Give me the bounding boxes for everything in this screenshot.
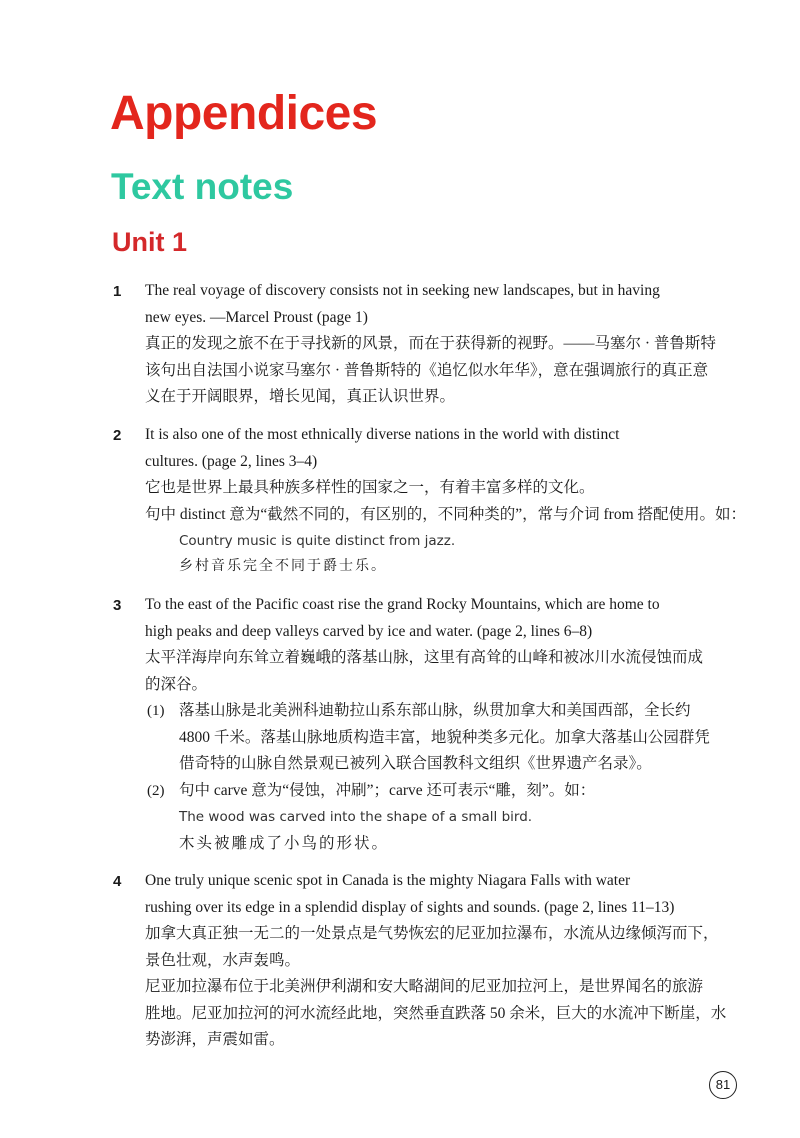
note-text: One truly unique scenic spot in Canada is the mighty Niagara Falls with water	[145, 872, 631, 889]
note-translation: 的深谷。	[145, 675, 208, 693]
example-sentence: Country music is quite distinct from jazz.	[179, 533, 456, 549]
note-body	[145, 422, 747, 580]
note-explanation: 尼亚加拉瀑布位于北美洲伊利湖和安大略湖间的尼亚加拉河上，是世界闻名的旅游	[145, 978, 704, 995]
note-translation: 景色壮观，水声轰鸣。	[145, 951, 301, 969]
example-translation: 乡村音乐完全不同于爵士乐。	[179, 559, 387, 574]
note-explanation: 该句出自法国小说家马塞尔 · 普鲁斯特的《追忆似水年华》，意在强调旅行的真正意	[145, 361, 709, 379]
note-translation: 加拿大真正独一无二的一处景点是气势恢宏的尼亚加拉瀑布，水流从边缘倾泻而下，	[145, 925, 719, 942]
note-body	[145, 592, 710, 857]
section-heading: Text notes	[111, 166, 294, 207]
sub-note-text: 4800 千米。落基山脉地质构造丰富，地貌种类多元化。加拿大落基山公园群凭	[179, 728, 710, 746]
note-text: new eyes. —Marcel Proust (page 1)	[145, 308, 368, 326]
sub-note-number: (1)	[147, 703, 165, 719]
sub-note-2	[145, 778, 685, 858]
note-text: rushing over its edge in a splendid display of sights and sounds. (page 2, lines 11–13)	[145, 898, 675, 916]
note-number: 4	[113, 873, 122, 890]
note-explanation: 义在于开阔眼界，增长见闻，真正认识世界。	[145, 388, 456, 405]
example-sentence: The wood was carved into the shape of a small bird.	[179, 809, 533, 825]
note-translation: 真正的发现之旅不在于寻找新的风景，而在于获得新的视野。——马塞尔 · 普鲁斯特	[145, 335, 716, 352]
page-heading: Appendices	[110, 87, 378, 140]
note-explanation: 势澎湃，声震如雷。	[145, 1031, 285, 1048]
note-text: To the east of the Pacific coast rise the grand Rocky Mountains, which are home to	[145, 596, 660, 613]
sub-note-text: 句中 carve 意为“侵蚀，冲刷”；carve 还可表示“雕，刻”。如：	[179, 781, 596, 799]
note-text: The real voyage of discovery consists not in seeking new landscapes, but in having	[145, 282, 660, 299]
note-body	[145, 868, 727, 1054]
note-text: high peaks and deep valleys carved by ice and water. (page 2, lines 6–8)	[145, 622, 593, 640]
note-text: It is also one of the most ethnically diverse nations in the world with distinct	[145, 426, 620, 443]
note-translation: 它也是世界上最具种族多样性的国家之一，有着丰富多样的文化。	[145, 479, 595, 496]
sub-note-number: (2)	[147, 782, 165, 799]
note-explanation: 句中 distinct 意为“截然不同的，有区别的，不同种类的”，常与介词 from 搭配使用。如：	[145, 505, 747, 523]
note-number: 3	[113, 597, 122, 614]
note-body	[145, 278, 716, 411]
sub-note-1	[145, 698, 710, 778]
note-explanation: 胜地。尼亚加拉河的河水流经此地，突然垂直跌落 50 余米，巨大的水流冲下断崖，水	[145, 1004, 727, 1022]
note-number: 2	[113, 427, 122, 444]
note-translation: 太平洋海岸向东耸立着巍峨的落基山脉，这里有高耸的山峰和被冰川水流侵蚀而成	[145, 649, 704, 666]
sub-note-text: 落基山脉是北美洲科迪勒拉山系东部山脉，纵贯加拿大和美国西部，全长约	[179, 702, 691, 719]
note-number: 1	[113, 283, 122, 300]
unit-heading: Unit 1	[112, 227, 188, 257]
example-translation: 木头被雕成了小鸟的形状。	[179, 834, 390, 852]
page-number: 81	[709, 1071, 737, 1099]
note-text: cultures. (page 2, lines 3–4)	[145, 452, 318, 470]
sub-note-text: 借奇特的山脉自然景观已被列入联合国教科文组织《世界遗产名录》。	[179, 755, 652, 772]
